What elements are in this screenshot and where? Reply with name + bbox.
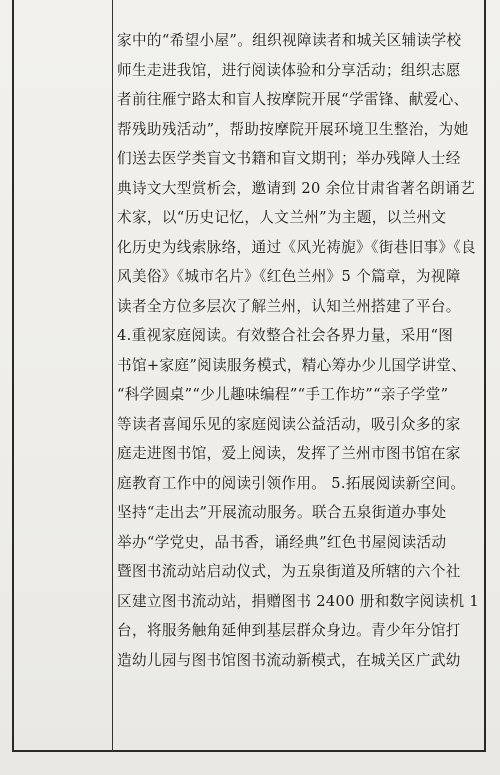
text-line: 书馆+家庭”阅读服务模式，精心筹办少儿国学讲堂、 (117, 356, 467, 374)
text-line: 术家，以“历史记忆，人文兰州”为主题，以兰州文 (117, 209, 447, 226)
table-left-border (12, 0, 14, 752)
text-line: 暨图书流动站启动仪式，为五泉街道及所辖的六个社 (117, 563, 461, 580)
table-column-divider (112, 0, 113, 752)
text-line: 者前往雁宁路太和盲人按摩院开展“学雷锋、献爱心、 (117, 91, 469, 108)
text-line: 庭走进图书馆，爱上阅读，发挥了兰州市图书馆在家 (117, 445, 461, 462)
text-line: 师生走进我馆，进行阅读体验和分享活动；组织志愿 (117, 61, 461, 79)
text-line: 等读者喜闻乐见的家庭阅读公益活动，吸引众多的家 (117, 415, 461, 433)
text-line: 化历史为线索脉络，通过《风光祷旎》《街巷旧事》《良 (117, 238, 476, 256)
text-line: 举办“学党史，品书香，诵经典”红色书屋阅读活动 (117, 533, 447, 551)
text-line: 造幼儿园与图书馆图书流动新模式，在城关区广武幼 (117, 651, 461, 669)
table-bottom-border (12, 750, 486, 752)
text-line: 帮残助残活动”，帮助按摩院开展环境卫生整治，为她 (117, 120, 469, 138)
text-line: 台，将服务触角延伸到基层群众身边。青少年分馆打 (117, 622, 461, 639)
body-text (117, 26, 485, 675)
text-line: 典诗文大型赏析会，邀请到 20 余位甘肃省著名朗诵艺 (117, 179, 476, 197)
text-line: 们送去医学类盲文书籍和盲文期刊；举办残障人士经 (117, 150, 461, 167)
text-line: 风美俗》《城市名片》《红色兰州》5 个篇章，为视障 (117, 268, 461, 285)
text-line: 坚持“走出去”开展流动服务。联合五泉街道办事处 (117, 504, 447, 521)
text-line: “科学圆桌”“少儿趣味编程”“手工作坊”“亲子学堂” (117, 386, 449, 403)
text-line: 家中的“希望小屋”。组织视障读者和城关区辅读学校 (117, 32, 462, 49)
text-line: 庭教育工作中的阅读引领作用。 5.拓展阅读新空间。 (117, 474, 466, 492)
text-line: 4.重视家庭阅读。有效整合社会各界力量，采用“图 (117, 327, 454, 344)
text-line: 区建立图书流动站，捐赠图书 2400 册和数字阅读机 1 (117, 592, 480, 610)
text-line: 读者全方位多层次了解兰州，认知兰州搭建了平台。 (117, 297, 461, 315)
